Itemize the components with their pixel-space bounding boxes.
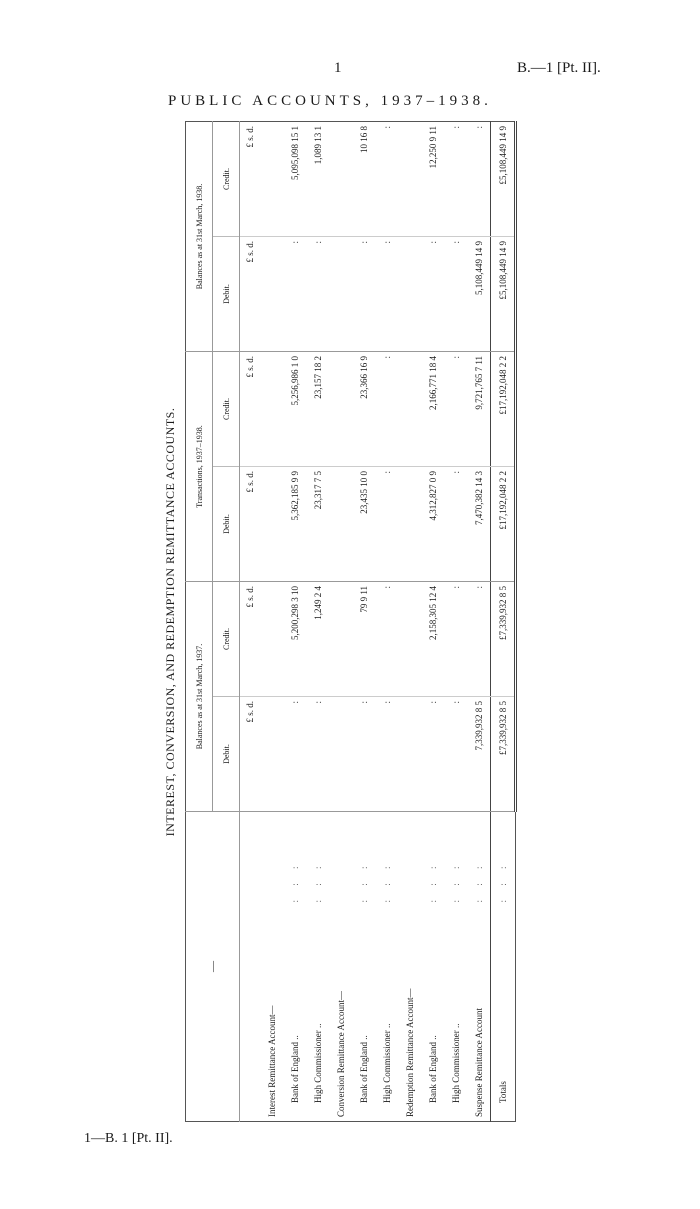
amount-cell [398, 122, 421, 237]
amount-cell [329, 122, 352, 237]
table-row [421, 122, 444, 1122]
subheader-debit: Debit. [213, 237, 240, 352]
amount-cell [329, 582, 352, 697]
row-label: Bank of England .. [289, 1035, 300, 1103]
amount-cell: 5,108,449 14 9 [467, 237, 491, 352]
remittance-accounts-table [185, 121, 517, 1122]
amount-cell: : [306, 697, 329, 812]
amount-cell: 79 9 11 [352, 582, 375, 697]
table-row [375, 122, 398, 1122]
amount-cell: : [283, 237, 306, 352]
amount-cell: : [444, 122, 467, 237]
subheader-credit: Credit. [213, 582, 240, 697]
subheader-credit: Credit. [213, 352, 240, 467]
table-row [306, 122, 329, 1122]
amount-cell: : [375, 697, 398, 812]
page-title: PUBLIC ACCOUNTS, 1937–1938. [168, 93, 492, 109]
group-header-row [186, 122, 213, 1122]
row-label: Bank of England .. [427, 1035, 438, 1103]
amount-cell: 9,721,765 7 11 [467, 352, 491, 467]
total-amount-cell: £17,192,048 2 2 [491, 352, 516, 467]
amount-cell [329, 467, 352, 582]
amount-cell [398, 352, 421, 467]
amount-cell: : [375, 122, 398, 237]
subheader-debit: Debit. [213, 697, 240, 812]
amount-cell: 5,362,185 9 9 [283, 467, 306, 582]
amount-cell: 5,095,098 15 1 [283, 122, 306, 237]
total-amount-cell: £5,108,449 14 9 [491, 237, 516, 352]
row-label: High Commissioner .. [450, 1023, 461, 1103]
leader-dots: : : : [289, 860, 300, 903]
total-amount-cell: £7,339,932 8 5 [491, 697, 516, 812]
table-title: INTEREST, CONVERSION, AND REDEMPTION REMITTANCE ACCOUNTS. [163, 407, 177, 837]
amount-cell: 10 16 8 [352, 122, 375, 237]
amount-cell: : [467, 582, 491, 697]
total-amount-cell: £5,108,449 14 9 [491, 122, 516, 237]
row-label: High Commissioner .. [312, 1023, 323, 1103]
amount-cell [329, 697, 352, 812]
label-column-header: — [186, 812, 240, 1122]
table-row [283, 122, 306, 1122]
leader-dots: : : : [312, 860, 323, 903]
amount-cell: : [444, 237, 467, 352]
amount-cell: : [444, 582, 467, 697]
amount-cell: 7,339,932 8 5 [467, 697, 491, 812]
group-header-transactions: Transactions, 1937–1938. [186, 352, 213, 582]
amount-cell [260, 582, 283, 697]
leader-dots: : : : [381, 860, 392, 903]
amount-cell: : [375, 467, 398, 582]
amount-cell: 1,249 2 4 [306, 582, 329, 697]
table-row [398, 122, 421, 1122]
amount-cell: 2,158,305 12 4 [421, 582, 444, 697]
units-label: £ s. d. [240, 122, 261, 237]
units-row [240, 122, 261, 1122]
leader-dots: : : : [473, 860, 484, 903]
amount-cell: 23,366 16 9 [352, 352, 375, 467]
amount-cell [398, 467, 421, 582]
amount-cell: 23,317 7 5 [306, 467, 329, 582]
amount-cell: : [375, 352, 398, 467]
amount-cell: 7,470,382 14 3 [467, 467, 491, 582]
total-amount-cell: £17,192,048 2 2 [491, 467, 516, 582]
group-header-balances-1937: Balances as at 31st March, 1937. [186, 582, 213, 812]
amount-cell: : [444, 352, 467, 467]
amount-cell: : [444, 697, 467, 812]
amount-cell: : [283, 697, 306, 812]
amount-cell: : [352, 697, 375, 812]
amount-cell [260, 122, 283, 237]
subheader-credit: Credit. [213, 122, 240, 237]
footer-reference: 1—B. 1 [Pt. II]. [84, 1131, 173, 1146]
amount-cell: : [375, 582, 398, 697]
amount-cell [398, 582, 421, 697]
amount-cell [260, 237, 283, 352]
row-label: Suspense Remittance Account [473, 1008, 484, 1117]
total-amount-cell: £7,339,932 8 5 [491, 582, 516, 697]
leader-dots [329, 812, 352, 907]
amount-cell: 23,435 10 0 [352, 467, 375, 582]
row-label: Redemption Remittance Account— [404, 988, 415, 1117]
table-row [467, 122, 491, 1122]
amount-cell [329, 352, 352, 467]
amount-cell [398, 697, 421, 812]
units-label: £ s. d. [240, 467, 261, 582]
amount-cell: : [421, 237, 444, 352]
amount-cell: 5,200,298 3 10 [283, 582, 306, 697]
group-header-balances-1938: Balances as at 31st March, 1938. [186, 122, 213, 352]
amount-cell: 1,089 13 1 [306, 122, 329, 237]
amount-cell [260, 697, 283, 812]
row-label: Conversion Remittance Account— [335, 991, 346, 1117]
amount-cell: : [306, 237, 329, 352]
amount-cell: : [352, 237, 375, 352]
amount-cell [260, 352, 283, 467]
amount-cell: 12,250 9 11 [421, 122, 444, 237]
leader-dots: : : : [491, 812, 516, 907]
amount-cell: 23,157 18 2 [306, 352, 329, 467]
subheader-debit: Debit. [213, 467, 240, 582]
amount-cell [260, 467, 283, 582]
table-row [260, 122, 283, 1122]
row-label: High Commissioner .. [381, 1023, 392, 1103]
units-label: £ s. d. [240, 237, 261, 352]
amount-cell: : [467, 122, 491, 237]
rotated-table-container [163, 122, 513, 1122]
units-label: £ s. d. [240, 697, 261, 812]
amount-cell: 4,312,827 0 9 [421, 467, 444, 582]
leader-dots: : : : [358, 860, 369, 903]
document-reference: B.—1 [Pt. II]. [517, 60, 601, 76]
amount-cell: 2,166,771 18 4 [421, 352, 444, 467]
table-row [444, 122, 467, 1122]
leader-dots [260, 812, 283, 907]
totals-row [491, 122, 516, 1122]
page-number: 1 [334, 60, 342, 76]
amount-cell: : [421, 697, 444, 812]
amount-cell: 5,256,986 1 0 [283, 352, 306, 467]
amount-cell [329, 237, 352, 352]
leader-dots: : : : [427, 860, 438, 903]
units-label: £ s. d. [240, 352, 261, 467]
amount-cell [398, 237, 421, 352]
leader-dots: : : : [450, 860, 461, 903]
leader-dots [398, 812, 421, 907]
units-label: £ s. d. [240, 582, 261, 697]
totals-label: Totals [491, 907, 516, 1122]
table-body [240, 122, 516, 1122]
row-label: Interest Remittance Account— [266, 1005, 277, 1117]
amount-cell: : [375, 237, 398, 352]
table-row [329, 122, 352, 1122]
amount-cell: : [444, 467, 467, 582]
table-row [352, 122, 375, 1122]
row-label: Bank of England .. [358, 1035, 369, 1103]
